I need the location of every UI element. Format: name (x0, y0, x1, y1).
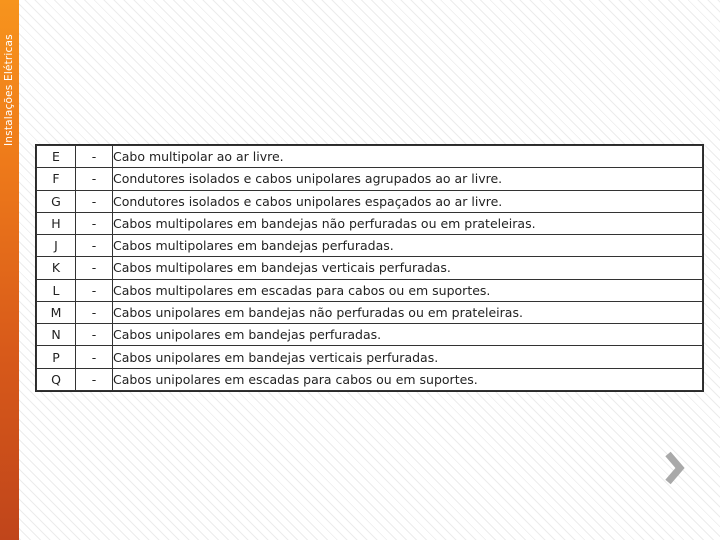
method-separator: - (76, 235, 113, 257)
method-description: Cabo multipolar ao ar livre. (113, 146, 703, 168)
method-description: Cabos multipolares em bandejas perfuradas. (113, 235, 703, 257)
table-row (37, 235, 703, 257)
method-code: G (37, 190, 76, 212)
method-code: K (37, 257, 76, 279)
method-description: Cabos multipolares em escadas para cabos ou em suportes. (113, 279, 703, 301)
table-row (37, 301, 703, 323)
method-separator: - (76, 279, 113, 301)
installation-methods-table (35, 144, 704, 392)
method-description: Cabos multipolares em bandejas verticais perfuradas. (113, 257, 703, 279)
chevron-right-icon (660, 448, 690, 488)
table-row (37, 168, 703, 190)
method-description: Condutores isolados e cabos unipolares agrupados ao ar livre. (113, 168, 703, 190)
sidebar-title: Instalações Elétricas (3, 34, 15, 146)
table-row (37, 279, 703, 301)
method-code: H (37, 212, 76, 234)
method-description: Cabos unipolares em bandejas perfuradas. (113, 324, 703, 346)
table-row (37, 324, 703, 346)
method-description: Cabos unipolares em escadas para cabos ou em suportes. (113, 368, 703, 390)
method-description: Condutores isolados e cabos unipolares espaçados ao ar livre. (113, 190, 703, 212)
table-row (37, 190, 703, 212)
table-row (37, 146, 703, 168)
table-row (37, 346, 703, 368)
method-separator: - (76, 324, 113, 346)
method-code: J (37, 235, 76, 257)
method-separator: - (76, 257, 113, 279)
method-separator: - (76, 168, 113, 190)
method-description: Cabos multipolares em bandejas não perfuradas ou em prateleiras. (113, 212, 703, 234)
method-code: Q (37, 368, 76, 390)
method-separator: - (76, 190, 113, 212)
method-code: P (37, 346, 76, 368)
method-code: L (37, 279, 76, 301)
method-separator: - (76, 301, 113, 323)
method-code: N (37, 324, 76, 346)
method-separator: - (76, 212, 113, 234)
method-description: Cabos unipolares em bandejas não perfuradas ou em prateleiras. (113, 301, 703, 323)
method-description: Cabos unipolares em bandejas verticais perfuradas. (113, 346, 703, 368)
next-slide-button[interactable] (660, 448, 690, 488)
method-separator: - (76, 146, 113, 168)
method-separator: - (76, 368, 113, 390)
method-code: M (37, 301, 76, 323)
table-row (37, 212, 703, 234)
sidebar (0, 0, 19, 540)
method-code: E (37, 146, 76, 168)
method-code: F (37, 168, 76, 190)
table-row (37, 368, 703, 390)
table-row (37, 257, 703, 279)
method-separator: - (76, 346, 113, 368)
methods-table (36, 145, 703, 391)
